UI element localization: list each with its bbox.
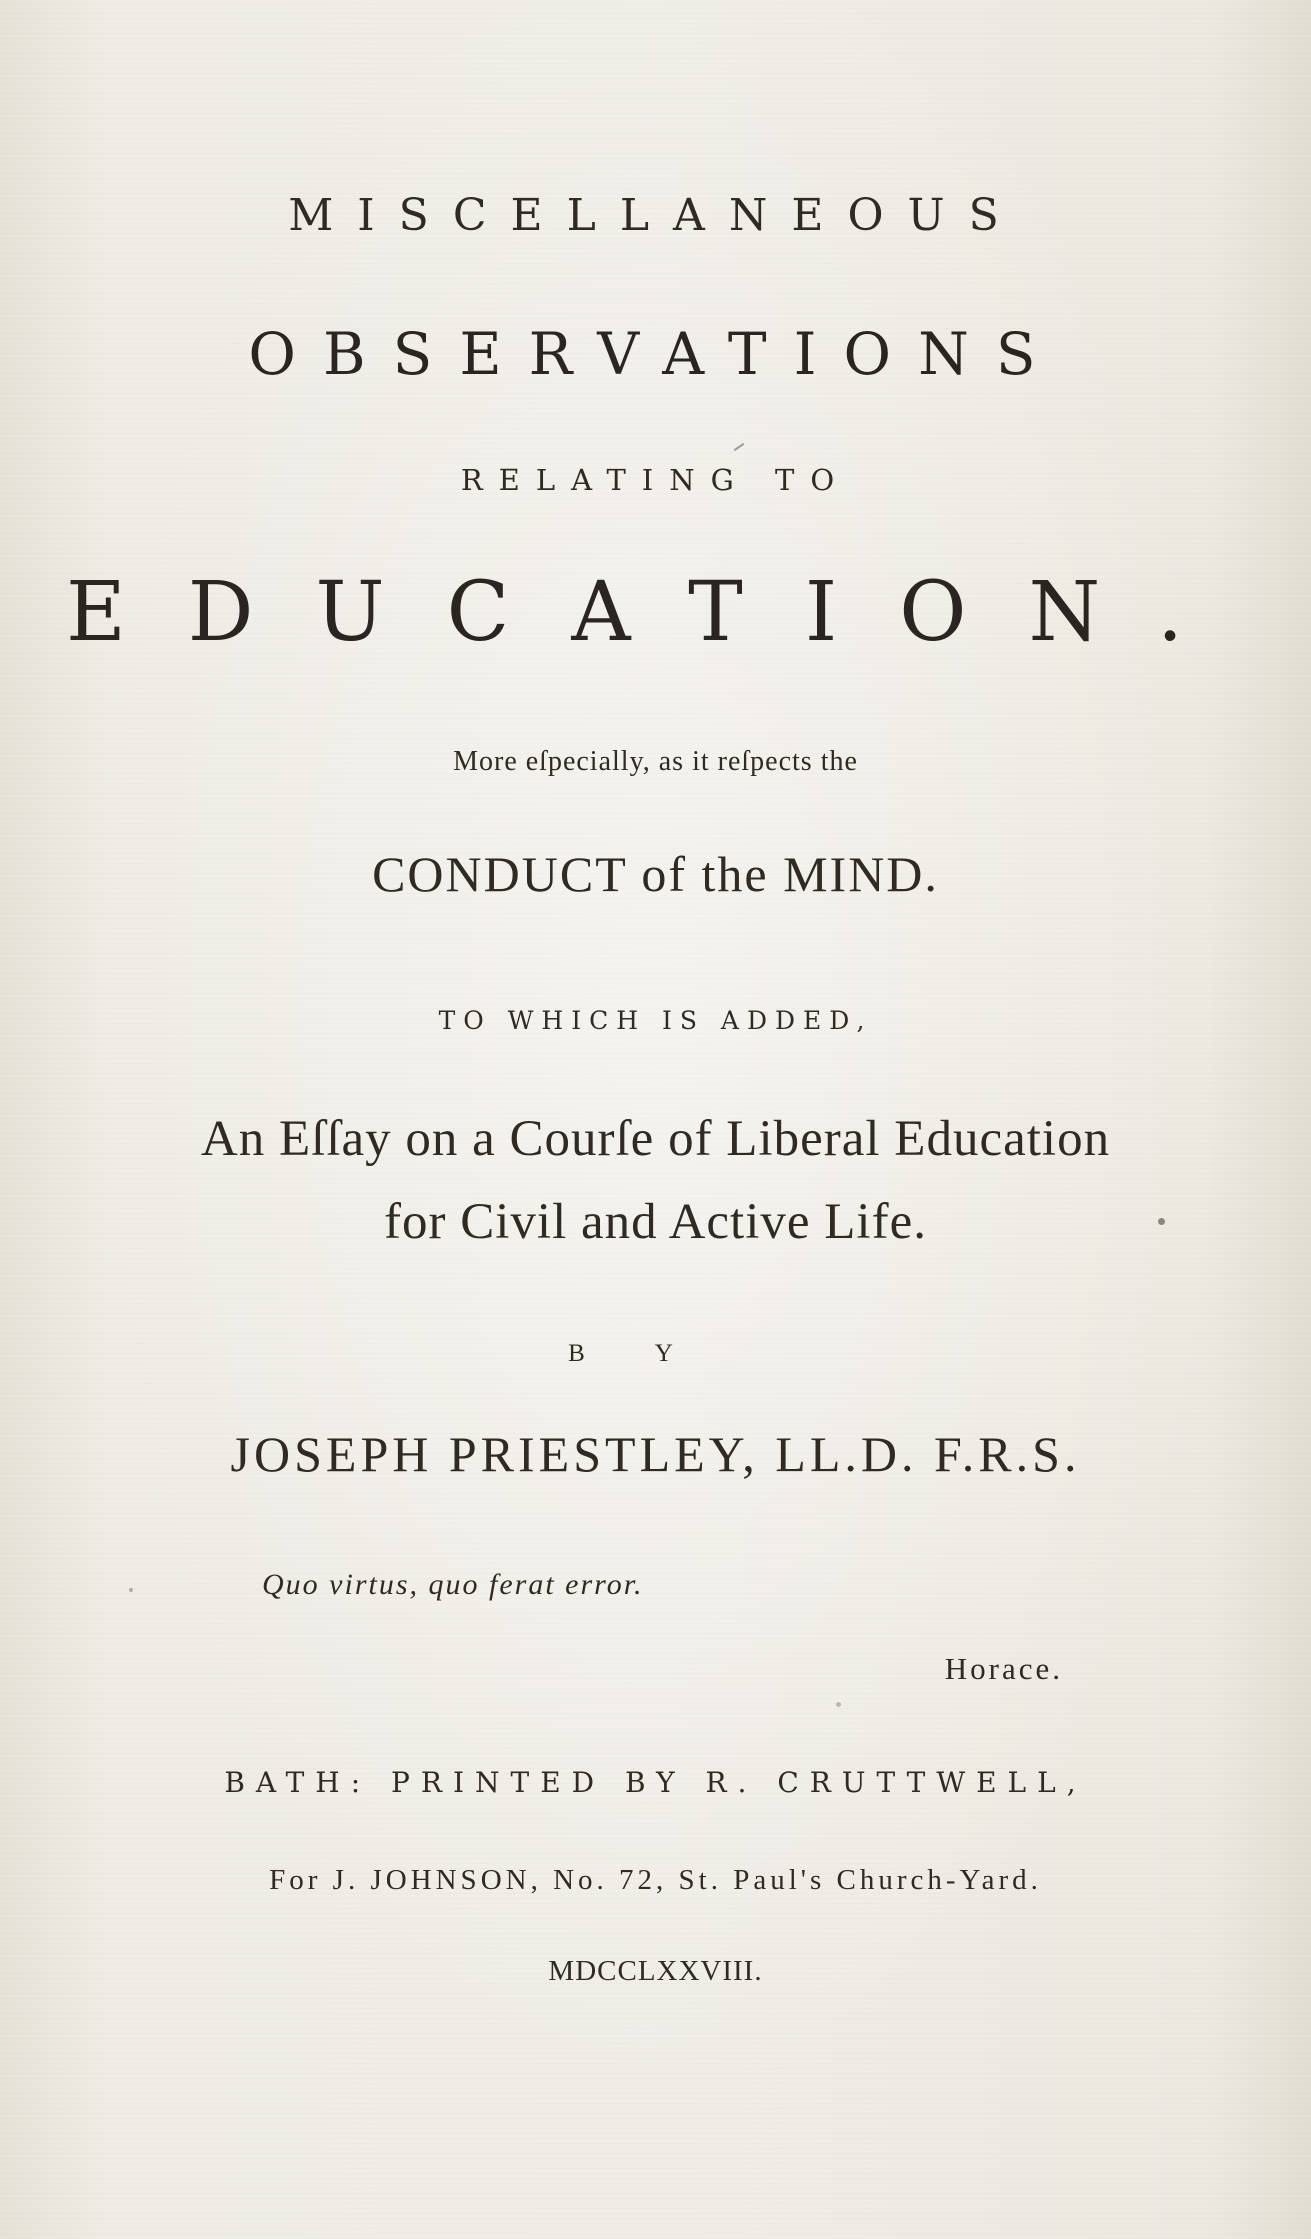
essay-title-line1: An Eſſay on a Courſe of Liberal Education [200, 1111, 1111, 1167]
imprint-printer: BATH: PRINTED BY R. CRUTTWELL, [224, 1766, 1087, 1799]
ink-mark [734, 443, 745, 452]
subtitle-more-especially: More eſpecially, as it reſpects the [453, 746, 858, 777]
subtitle-conduct-of-mind: CONDUCT of the MIND. [372, 846, 939, 902]
author-name: JOSEPH PRIESTLEY, LL.D. F.R.S. [230, 1426, 1081, 1482]
subtitle-to-which-is-added: TO WHICH IS ADDED, [438, 1006, 873, 1035]
imprint-publisher: For J. JOHNSON, No. 72, St. Paul's Church-Yard. [269, 1864, 1042, 1896]
epigraph: Quo virtus, quo ferat error. [262, 1568, 644, 1601]
ink-speck [1158, 1218, 1165, 1225]
publication-date: MDCCLXXVIII. [548, 1955, 763, 1987]
ink-speck [129, 1588, 133, 1592]
title-observations: OBSERVATIONS [248, 320, 1063, 388]
title-education: EDUCATION. [65, 565, 1246, 660]
by-line: BY [568, 1340, 743, 1367]
epigraph-source: Horace. [944, 1651, 1063, 1686]
title-miscellaneous: MISCELLANEOUS [288, 190, 1023, 241]
ink-speck [836, 1702, 841, 1707]
title-relating-to: RELATING TO [460, 463, 851, 497]
essay-title-line2: for Civil and Active Life. [384, 1194, 927, 1250]
